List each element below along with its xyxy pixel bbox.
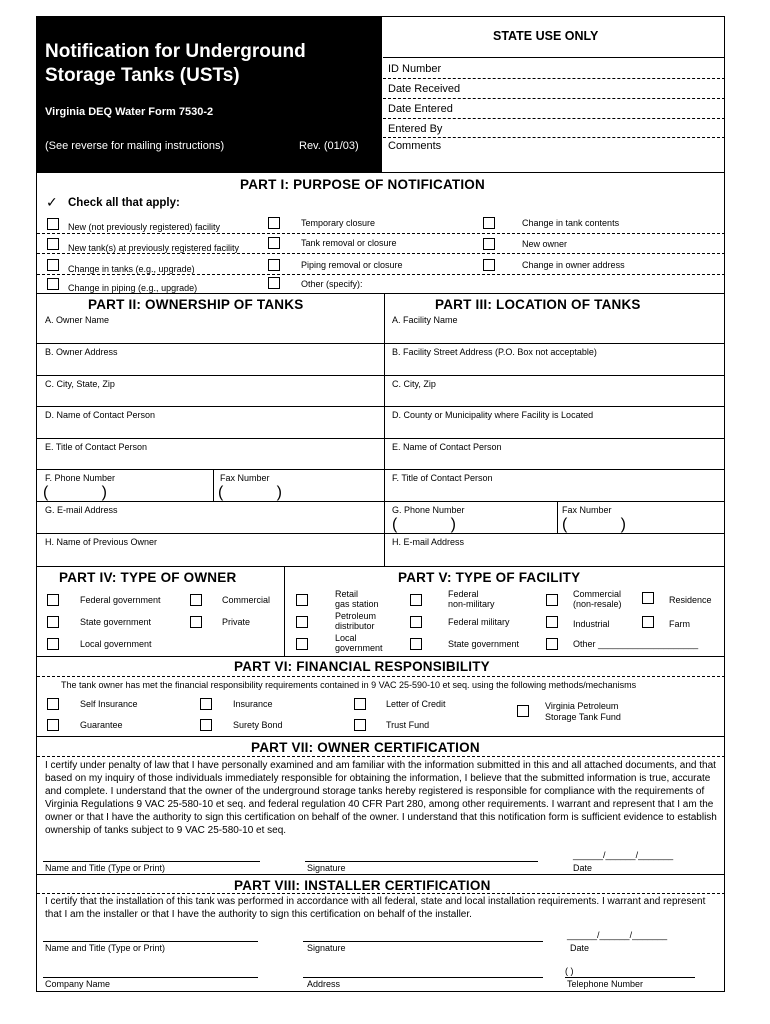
part6-title: PART VI: FINANCIAL RESPONSIBILITY: [234, 659, 490, 674]
checkbox-guarantee[interactable]: [47, 719, 59, 731]
label-new-facility: New (not previously registered) facility: [68, 222, 221, 232]
label-new-tanks: New tank(s) at previously registered facility: [68, 243, 240, 253]
previous-owner-label: H. Name of Previous Owner: [45, 537, 158, 547]
checkbox-facility-industrial[interactable]: [546, 616, 558, 628]
checkbox-trust-fund[interactable]: [354, 719, 366, 731]
state-entered-by: Entered By: [388, 123, 443, 135]
owner-phone-label: F. Phone Number: [45, 473, 116, 483]
mailing-note: (See reverse for mailing instructions): [45, 140, 225, 152]
form-number: Virginia DEQ Water Form 7530-2: [45, 106, 214, 118]
owner-date-slashes: ______/______/_______: [573, 850, 674, 860]
label-facility-farm: Farm: [669, 619, 690, 629]
owner-phone-parens: ( ): [43, 484, 107, 501]
financial-statement: The tank owner has met the financial responsibility requirements contained in 9 VAC 25-590-10 et seq. using the following methods/mechanisms: [61, 680, 637, 690]
label-vptf: Virginia Petroleum Storage Tank Fund: [545, 701, 621, 722]
facility-street-label: B. Facility Street Address (P.O. Box not acceptable): [392, 347, 597, 357]
label-facility-state-gov: State government: [448, 639, 520, 649]
label-self-insurance: Self Insurance: [80, 699, 138, 709]
checkbox-facility-petroleum[interactable]: [296, 616, 308, 628]
owner-fax-parens: ( ): [218, 484, 282, 501]
checkbox-facility-other[interactable]: [546, 638, 558, 650]
part4-title: PART IV: TYPE OF OWNER: [59, 570, 237, 585]
installer-address-label: Address: [307, 979, 341, 989]
form-title-line2: Storage Tanks (USTs): [45, 65, 240, 86]
checkbox-owner-federal[interactable]: [47, 594, 59, 606]
label-surety-bond: Surety Bond: [233, 720, 283, 730]
installer-telephone-label: Telephone Number: [567, 979, 644, 989]
checkbox-facility-farm[interactable]: [642, 616, 654, 628]
label-owner-federal: Federal government: [80, 595, 161, 605]
part3-title: PART III: LOCATION OF TANKS: [435, 297, 641, 312]
label-change-piping: Change in piping (e.g., upgrade): [68, 283, 198, 293]
form-title-line1: Notification for Underground: [45, 41, 306, 62]
owner-address-label: B. Owner Address: [45, 347, 118, 357]
part5-title: PART V: TYPE OF FACILITY: [398, 570, 581, 585]
state-id-number: ID Number: [388, 63, 442, 75]
installer-name-title-label: Name and Title (Type or Print): [45, 943, 166, 953]
facility-phone-parens: ( ): [392, 516, 456, 533]
label-letter-credit: Letter of Credit: [386, 699, 446, 709]
state-comments: Comments: [388, 140, 442, 152]
part1-title: PART I: PURPOSE OF NOTIFICATION: [240, 177, 485, 192]
facility-contact-title-label: F. Title of Contact Person: [392, 473, 493, 483]
checkbox-new-facility[interactable]: [47, 218, 59, 230]
check-mark-icon: ✓: [46, 194, 58, 210]
checkbox-facility-fed-mil[interactable]: [410, 616, 422, 628]
owner-city-label: C. City, State, Zip: [45, 379, 115, 389]
label-owner-private: Private: [222, 617, 251, 627]
label-piping-removal: Piping removal or closure: [301, 260, 403, 270]
owner-email-label: G. E-mail Address: [45, 505, 118, 515]
checkbox-facility-local-gov[interactable]: [296, 638, 308, 650]
checkbox-piping-removal[interactable]: [268, 259, 280, 271]
checkbox-change-contents[interactable]: [483, 217, 495, 229]
checkbox-surety-bond[interactable]: [200, 719, 212, 731]
label-facility-commercial: Commercial (non-resale): [573, 589, 622, 609]
facility-county-label: D. County or Municipality where Facility is Located: [392, 410, 594, 420]
state-date-entered: Date Entered: [388, 103, 453, 115]
label-change-owner-address: Change in owner address: [522, 260, 625, 270]
facility-contact-name-label: E. Name of Contact Person: [392, 442, 502, 452]
check-all-label: Check all that apply:: [68, 197, 180, 209]
checkbox-owner-state[interactable]: [47, 616, 59, 628]
label-guarantee: Guarantee: [80, 720, 123, 730]
label-facility-other: Other ____________________: [573, 639, 699, 649]
owner-name-title-label: Name and Title (Type or Print): [45, 863, 166, 873]
checkbox-owner-private[interactable]: [190, 616, 202, 628]
label-temporary-closure: Temporary closure: [301, 218, 376, 228]
revision: Rev. (01/03): [299, 140, 359, 152]
checkbox-new-tanks[interactable]: [47, 238, 59, 250]
owner-name-label: A. Owner Name: [45, 315, 110, 325]
label-facility-local-gov: Local government: [335, 633, 383, 653]
installer-certification-text: I certify that the installation of this tank was performed in accordance with all federal, state and local installation requirements. I warrant and represent that I am the installer or that I have the authority to sign this certification on behalf of the installer.: [45, 896, 706, 920]
checkbox-new-owner[interactable]: [483, 238, 495, 250]
checkbox-vptf[interactable]: [517, 705, 529, 717]
label-other-purpose: Other (specify):: [301, 279, 363, 289]
checkbox-temporary-closure[interactable]: [268, 217, 280, 229]
checkbox-facility-fed-nonmil[interactable]: [410, 594, 422, 606]
owner-date-label: Date: [573, 863, 593, 873]
checkbox-facility-commercial[interactable]: [546, 594, 558, 606]
owner-signature-label: Signature: [307, 863, 346, 873]
owner-contact-name-label: D. Name of Contact Person: [45, 410, 156, 420]
part7-title: PART VII: OWNER CERTIFICATION: [251, 740, 480, 755]
label-facility-fed-mil: Federal military: [448, 617, 510, 627]
checkbox-self-insurance[interactable]: [47, 698, 59, 710]
checkbox-letter-credit[interactable]: [354, 698, 366, 710]
state-use-title: STATE USE ONLY: [493, 29, 599, 43]
label-facility-petroleum: Petroleum distributor: [335, 611, 377, 631]
checkbox-insurance[interactable]: [200, 698, 212, 710]
checkbox-owner-local[interactable]: [47, 638, 59, 650]
state-date-received: Date Received: [388, 83, 461, 95]
installer-date-slashes: ______/______/_______: [567, 930, 668, 940]
label-owner-state: State government: [80, 617, 152, 627]
label-facility-retail: Retail gas station: [335, 589, 379, 609]
label-facility-fed-nonmil: Federal non-military: [448, 589, 495, 609]
label-facility-industrial: Industrial: [573, 619, 610, 629]
checkbox-other-purpose[interactable]: [268, 277, 280, 289]
label-insurance: Insurance: [233, 699, 273, 709]
label-owner-local: Local government: [80, 639, 152, 649]
part2-title: PART II: OWNERSHIP OF TANKS: [88, 297, 304, 312]
checkbox-facility-state-gov[interactable]: [410, 638, 422, 650]
checkbox-owner-commercial[interactable]: [190, 594, 202, 606]
installer-signature-label: Signature: [307, 943, 346, 953]
checkbox-change-piping[interactable]: [47, 278, 59, 290]
label-change-tanks: Change in tanks (e.g., upgrade): [68, 264, 195, 274]
label-trust-fund: Trust Fund: [386, 720, 430, 730]
label-tank-removal: Tank removal or closure: [301, 238, 397, 248]
label-facility-residence: Residence: [669, 595, 712, 605]
owner-contact-title-label: E. Title of Contact Person: [45, 442, 148, 452]
checkbox-change-tanks[interactable]: [47, 259, 59, 271]
owner-fax-label: Fax Number: [220, 473, 270, 483]
facility-fax-label: Fax Number: [562, 505, 612, 515]
part8-title: PART VIII: INSTALLER CERTIFICATION: [234, 878, 491, 893]
facility-fax-parens: ( ): [562, 516, 626, 533]
checkbox-facility-retail[interactable]: [296, 594, 308, 606]
checkbox-facility-residence[interactable]: [642, 592, 654, 604]
installer-phone-parens: ( ): [565, 966, 574, 976]
installer-date-label: Date: [570, 943, 590, 953]
facility-name-label: A. Facility Name: [392, 315, 458, 325]
checkbox-tank-removal[interactable]: [268, 237, 280, 249]
checkbox-change-owner-address[interactable]: [483, 259, 495, 271]
owner-certification-text: I certify under penalty of law that I have personally examined and am familiar with the information submitted in this and all attached documents, and that based on my inquiry of those individuals immediately responsible for obtaining the information, I believe that the submitted information is true, accurate and complete. I understand that the owner of the underground storage tanks hereby registered is responsible for compliance with the requirements of Virginia Regulations 9 VAC 25-580-10 et seq. and federal regulation 40 CFR Part 280, among other requirements. I warrant and represent that I am the owner or that I have the authority to sign this certification on behalf of the owner. I understand that this notification form is sufficient evidence to establish ownership of tanks subject to 9 VAC 25-580-10 et seq.: [45, 760, 717, 836]
facility-phone-label: G. Phone Number: [392, 505, 465, 515]
installer-company-label: Company Name: [45, 979, 111, 989]
facility-email-label: H. E-mail Address: [392, 537, 465, 547]
label-new-owner: New owner: [522, 239, 568, 249]
form-title: [45, 40, 306, 88]
label-change-contents: Change in tank contents: [522, 218, 620, 228]
label-owner-commercial: Commercial: [222, 595, 271, 605]
facility-city-label: C. City, Zip: [392, 379, 436, 389]
